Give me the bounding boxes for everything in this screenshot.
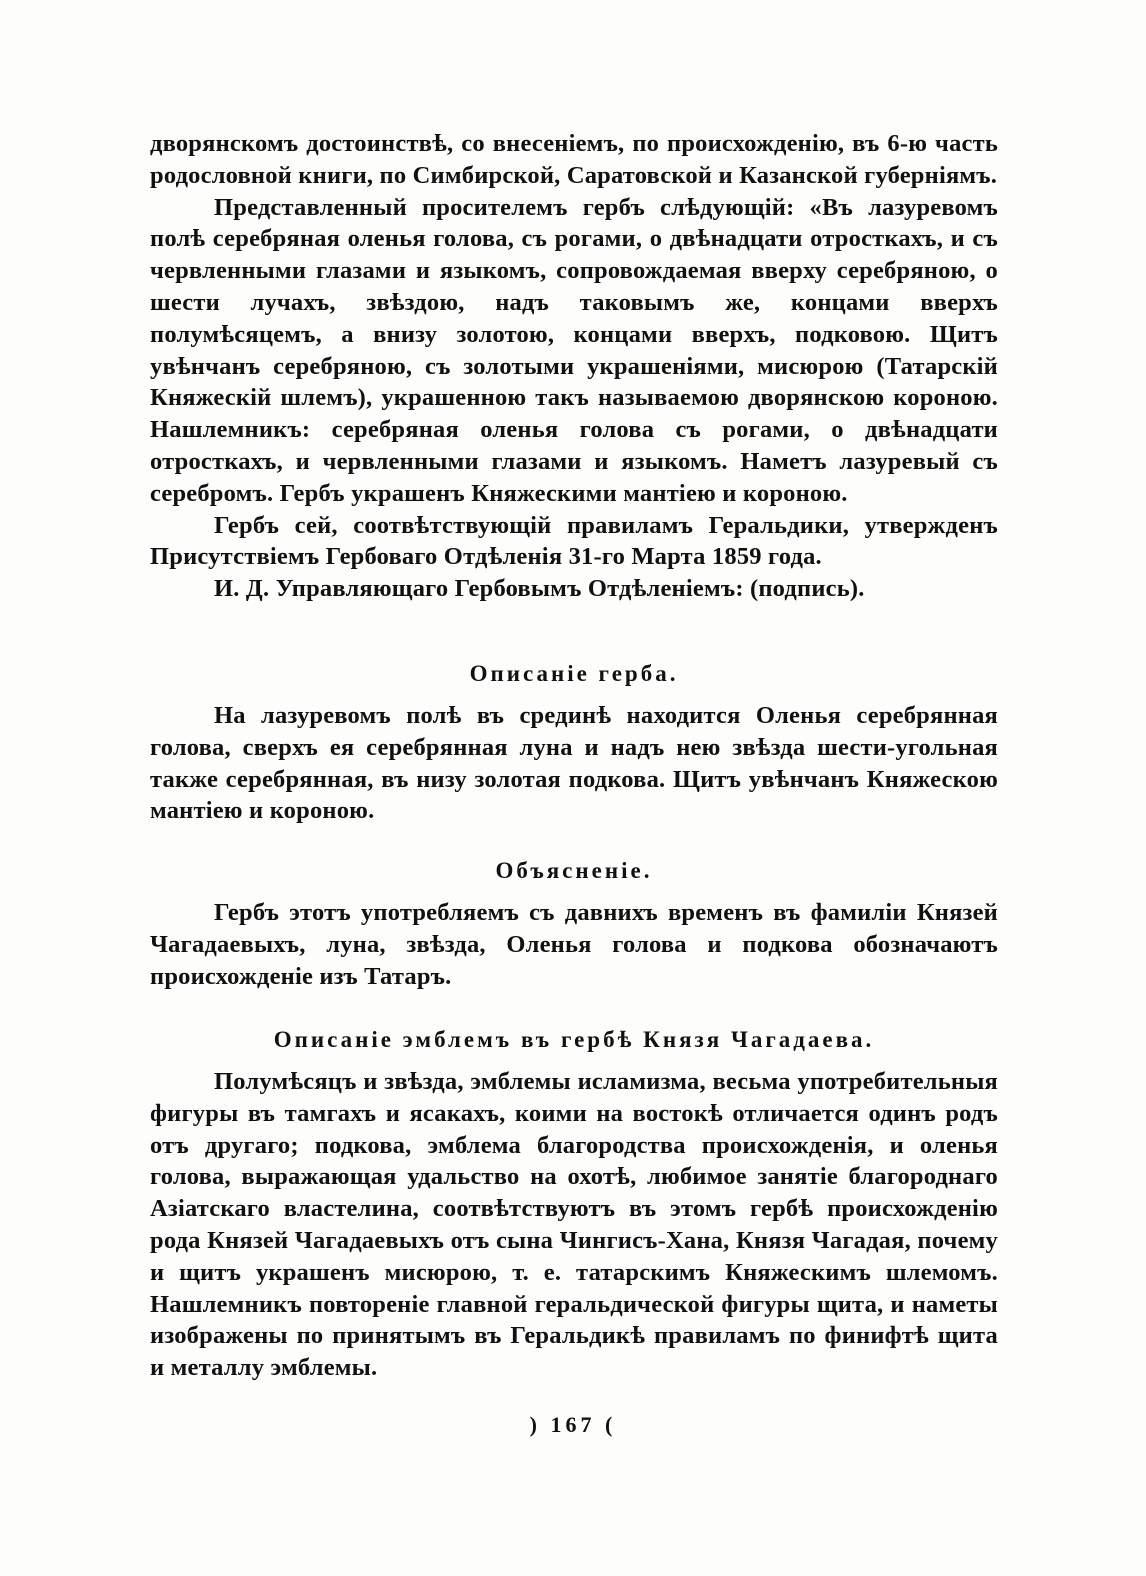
section-explanation [150, 855, 998, 992]
paragraph-approval: Гербъ сей, соотвѣтствующій правиламъ Геральдики, утвержденъ Присутствіемъ Гербоваго Отдѣленія 31-го Марта 1859 года. [150, 511, 998, 571]
paragraph-description: На лазуревомъ полѣ въ срединѣ находится Оленья серебрянная голова, сверхъ ея серебрянная луна и надъ нею звѣзда шести-угольная также серебрянная, въ низу золотая подкова. Щитъ увѣнчанъ Княжескою мантіею и короною. [150, 702, 998, 825]
paragraph-emblems: Полумѣсяцъ и звѣзда, эмблемы исламизма, весьма употребительныя фигуры въ тамгахъ и ясакахъ, коими на востокѣ отличается одинъ родъ отъ другаго; подкова, эмблема благородства происхожденія, и оленья голова, выражающая удальство на охотѣ, любимое занятіе благороднаго Азіатскаго властелина, соотвѣтствуютъ въ этомъ гербѣ происхожденію рода Князей Чагадаевыхъ отъ сына Чингисъ-Хана, Князя Чагадая, почему и щитъ украшенъ мисюрою, т. е. татарскимъ Княжескимъ шлемомъ. Нашлемникъ повтореніе главной геральдической фигуры щита, и наметы изображены по принятымъ въ Геральдикѣ правиламъ по финифтѣ щита и металлу эмблемы. [150, 1068, 998, 1382]
paragraph-coat-of-arms-request: Представленный просителемъ гербъ слѣдующій: «Въ лазуревомъ полѣ серебряная оленья голова, съ рогами, о двѣнадцати отросткахъ, и съ червленными глазами и языкомъ, сопровождаемая вверху серебряною, о шести лучахъ, звѣздою, надъ таковымъ же, концами вверхъ полумѣсяцемъ, а внизу золотою, концами вверхъ, подковою. Щитъ увѣнчанъ серебряною, съ золотыми украшеніями, мисюрою (Татарскій Княжескій шлемъ), украшенною такъ называемою дворянскою короною. Нашлемникъ: серебряная оленья голова съ рогами, о двѣнадцати отросткахъ, и червленными глазами и языкомъ. Наметъ лазуревый съ серебромъ. Гербъ украшенъ Княжескими мантіею и короною. [150, 193, 998, 507]
paragraph-signature: И. Д. Управляющаго Гербовымъ Отдѣленіемъ: (подпись). [214, 575, 865, 603]
heading-description: Описаніе герба. [469, 661, 679, 686]
section-emblems [150, 1024, 998, 1384]
body-text-top [150, 128, 998, 605]
section-description [150, 658, 998, 827]
heading-explanation: Объясненіе. [495, 858, 653, 883]
paragraph-continuation: дворянскомъ достоинствѣ, со внесеніемъ, по происхожденію, въ 6-ю часть родословной книги, по Симбирской, Саратовской и Казанской губерніямъ. [150, 130, 998, 189]
page-number: ) 167 ( [529, 1412, 617, 1437]
heading-emblems: Описаніе эмблемъ въ гербѣ Князя Чагадаева. [273, 1027, 875, 1052]
paragraph-explanation: Гербъ этотъ употребляемъ съ давнихъ временъ въ фамиліи Князей Чагадаевыхъ, луна, звѣзда, Оленья голова и подкова обозначаютъ происхожденіе изъ Татаръ. [150, 899, 998, 990]
